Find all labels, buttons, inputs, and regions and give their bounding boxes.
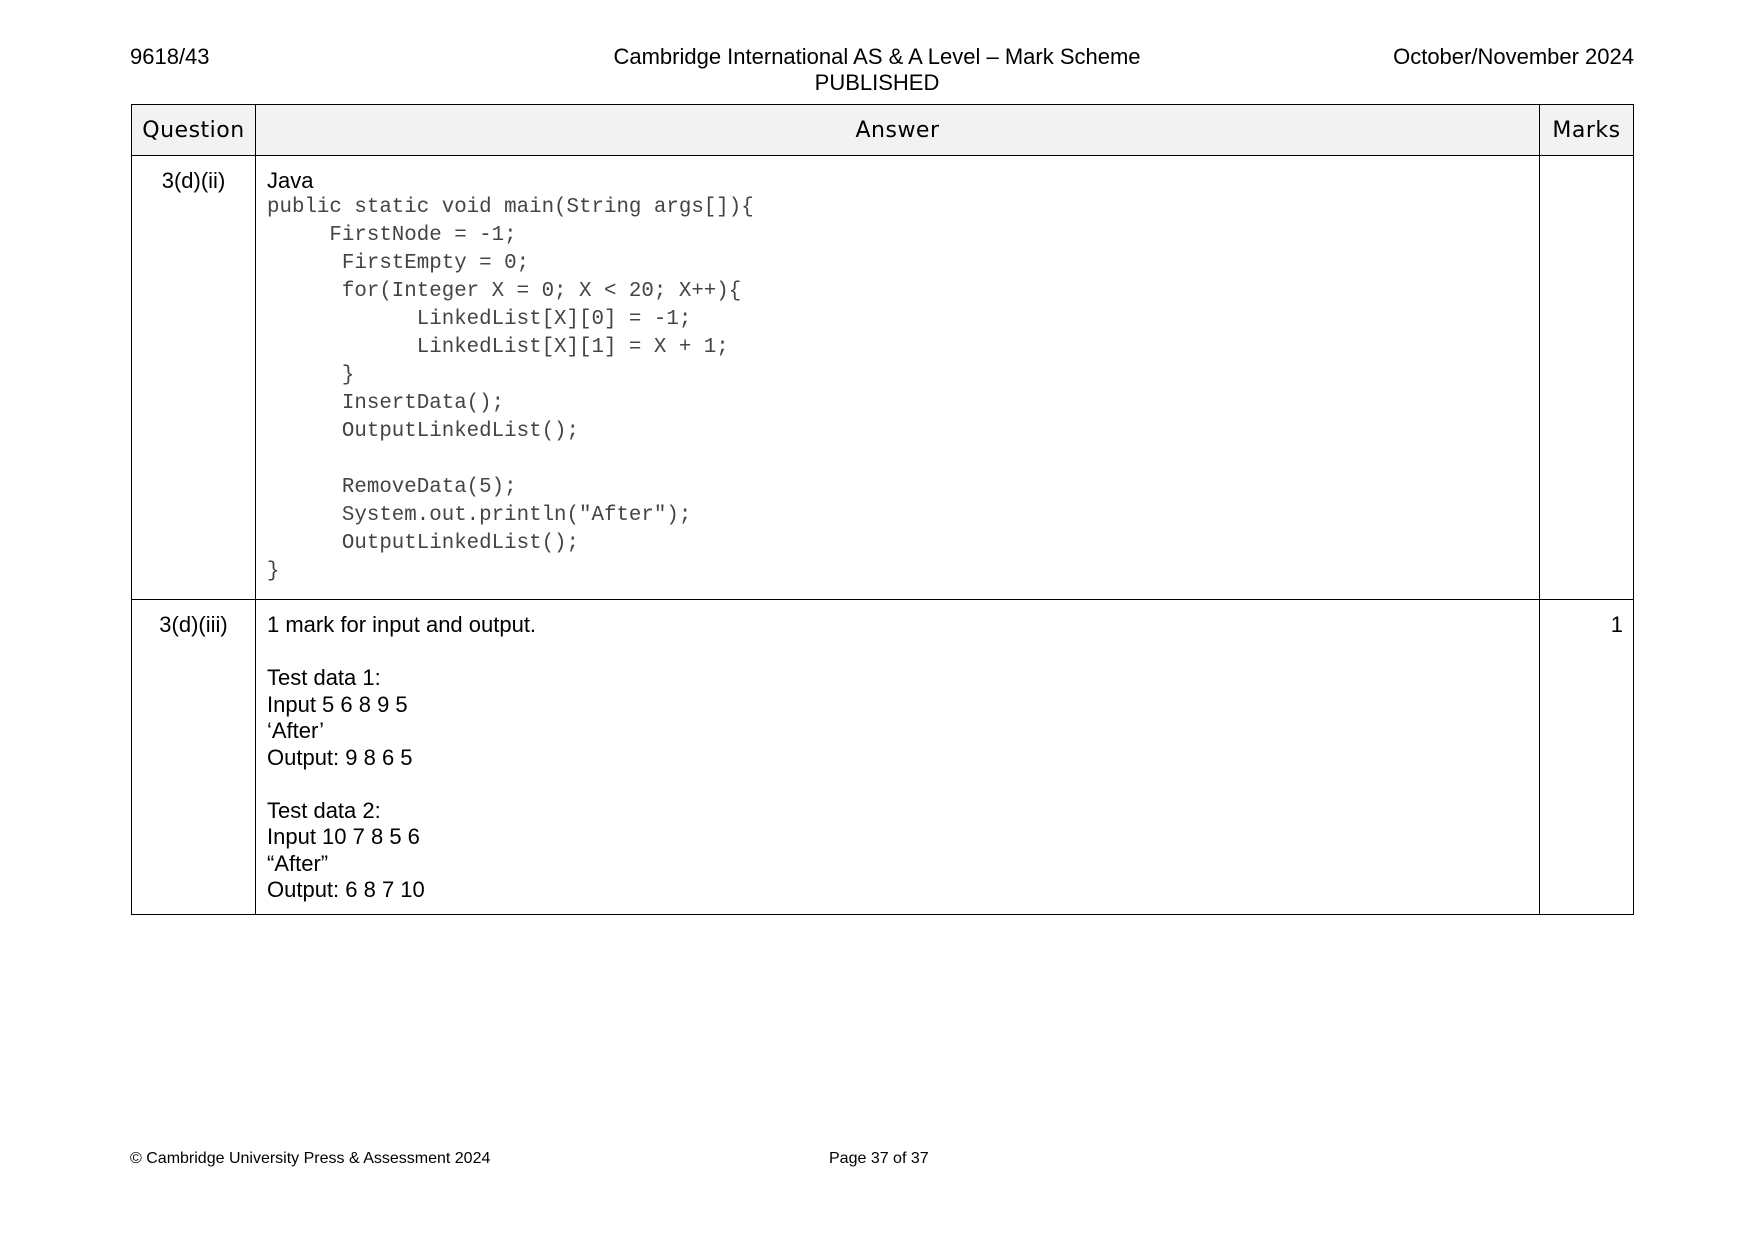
published-label: PUBLISHED [814,70,940,95]
column-header-marks: Marks [1540,105,1634,156]
page-number: Page 37 of 37 [829,1150,929,1167]
table-header-row [132,105,1634,156]
answer-line: “After” [267,850,329,876]
answer-line: Input 5 6 8 9 5 [267,691,408,717]
answer-line: 1 mark for input and output. [267,612,537,637]
copyright-notice: © Cambridge University Press & Assessment 2024 [130,1150,491,1167]
question-number: 3(d)(iii) [132,600,256,915]
answer-cell [256,600,1540,915]
paper-code: 9618/43 [130,44,210,69]
code-block: public static void main(String args[]){ FirstNode = -1; FirstEmpty = 0; for(Integer X = 0; X < 20; X++){ LinkedList[X][0] = -1; LinkedList[X][1] = X + 1; } InsertData(); OutputLinkedList(); RemoveData(5); System.out.println("After"); OutputLinkedList(); } [267,196,754,583]
answer-line [267,639,1529,666]
answer-line: ‘After’ [267,718,325,743]
mark-scheme-table [131,104,1634,915]
exam-session-date: October/November 2024 [1393,44,1634,69]
question-number: 3(d)(ii) [132,156,256,600]
answer-cell [256,156,1540,600]
answer-line: Test data 1: [267,665,381,690]
answer-line: Test data 2: [267,797,381,823]
marks-value: 1 [1540,600,1634,915]
language-label: Java [267,168,314,193]
title-line: Cambridge International AS & A Level – Mark Scheme [613,44,1141,69]
answer-line: Input 10 7 8 5 6 [267,824,420,849]
column-header-question: Question [132,105,256,156]
column-header-answer: Answer [256,105,1540,156]
marks-value [1540,156,1634,600]
answer-line: Output: 9 8 6 5 [267,744,413,770]
table-row [132,600,1634,915]
table-row [132,156,1634,600]
answer-line [267,771,1529,798]
answer-line: Output: 6 8 7 10 [267,877,425,902]
